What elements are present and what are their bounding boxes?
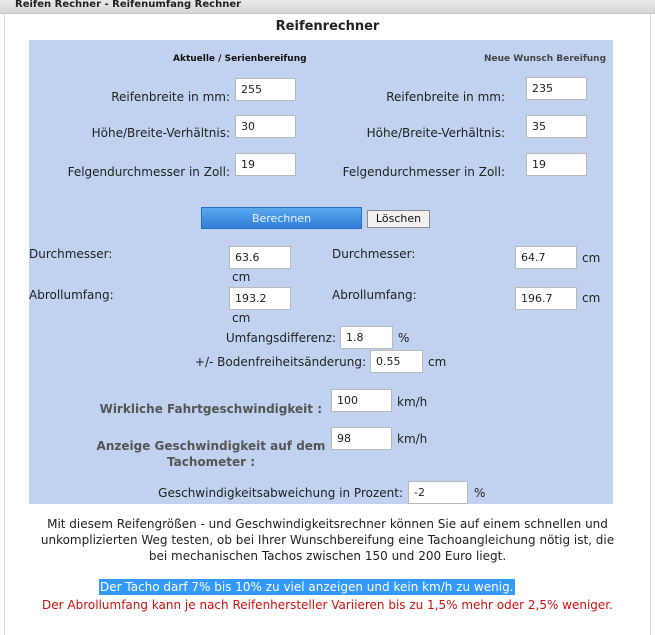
clearance-change-label: +/- Bodenfreiheitsänderung: — [194, 355, 366, 369]
circumference-warning: Der Abrollumfang kann je nach Reifenhersteller Variieren bis zu 1,5% mehr oder 2,5% weniger. — [42, 598, 613, 612]
desired-tires-header: Neue Wunsch Bereifung — [484, 54, 607, 64]
display-speed-unit: km/h — [397, 432, 428, 446]
description-text: Mit diesem Reifengrößen - und Geschwindigkeitsrechner können Sie auf einem schnellen und unkomplizierten Weg testen, ob bei Ihrer Wunschbereifung eine Tachoangleichung nötig ist, die bei mechanischen Tachos zwischen 150 und 200 Euro liegt. — [40, 517, 615, 563]
display-speed-label-line2: Tachometer : — [166, 455, 256, 469]
window-title: Reifen Rechner - Reifenumfang Rechner — [15, 0, 242, 10]
current-ratio-input[interactable]: 30 — [235, 115, 296, 138]
current-rim-input[interactable]: 19 — [235, 153, 296, 176]
highlighted-tacho-note: Der Tacho darf 7% bis 10% zu viel anzeigen und kein km/h zu wenig. — [100, 580, 514, 594]
current-width-input[interactable]: 255 — [235, 78, 296, 101]
desired-width-input[interactable]: 235 — [526, 77, 587, 100]
desired-circumference-unit: cm — [582, 291, 601, 305]
speed-deviation-unit: % — [474, 486, 486, 500]
speed-deviation-label: Geschwindigkeitsabweichung in Prozent: — [158, 486, 403, 500]
desired-ratio-input[interactable]: 35 — [526, 115, 587, 138]
page-title: Reifenrechner — [275, 19, 380, 34]
current-ratio-label: Höhe/Breite-Verhältnis: — [91, 126, 230, 140]
current-diameter-unit: cm — [232, 270, 251, 284]
desired-rim-input[interactable]: 19 — [526, 153, 587, 176]
calculate-button[interactable]: Berechnen — [201, 207, 362, 229]
current-circumference-unit: cm — [232, 311, 251, 325]
current-width-label: Reifenbreite in mm: — [111, 90, 230, 104]
desired-diameter-output[interactable]: 64.7 — [515, 246, 577, 269]
circumference-difference-label: Umfangsdifferenz: — [225, 331, 336, 345]
speed-deviation-output[interactable]: -2 — [408, 481, 468, 504]
desired-width-label: Reifenbreite in mm: — [386, 90, 505, 104]
desired-diameter-unit: cm — [582, 251, 601, 265]
desired-diameter-label: Durchmesser: — [332, 247, 416, 261]
current-diameter-label: Durchmesser: — [29, 247, 113, 261]
calculator-panel — [29, 40, 613, 504]
real-speed-input[interactable]: 100 — [331, 389, 392, 412]
display-speed-label-line1: Anzeige Geschwindigkeit auf dem — [96, 439, 326, 453]
current-diameter-output[interactable]: 63.6 — [229, 246, 291, 269]
desired-circumference-label: Abrollumfang: — [332, 288, 417, 302]
real-speed-unit: km/h — [397, 395, 428, 409]
current-tires-header: Aktuelle / Serienbereifung — [173, 54, 307, 64]
display-speed-input[interactable]: 98 — [331, 427, 392, 450]
clearance-change-output[interactable]: 0.55 — [370, 350, 423, 373]
display-speed-label — [80, 439, 342, 469]
desired-circumference-output[interactable]: 196.7 — [515, 287, 577, 310]
desired-rim-label: Felgendurchmesser in Zoll: — [342, 165, 505, 179]
desired-ratio-label: Höhe/Breite-Verhältnis: — [366, 126, 505, 140]
circumference-difference-unit: % — [398, 331, 410, 345]
window-title-bar — [0, 0, 655, 14]
real-speed-label: Wirkliche Fahrtgeschwindigkeit : — [99, 402, 322, 416]
clearance-change-unit: cm — [428, 355, 447, 369]
current-rim-label: Felgendurchmesser in Zoll: — [67, 165, 230, 179]
current-circumference-label: Abrollumfang: — [29, 288, 114, 302]
circumference-difference-output[interactable]: 1.8 — [340, 326, 393, 349]
clear-button[interactable]: Löschen — [367, 210, 430, 228]
current-circumference-output[interactable]: 193.2 — [229, 287, 291, 310]
